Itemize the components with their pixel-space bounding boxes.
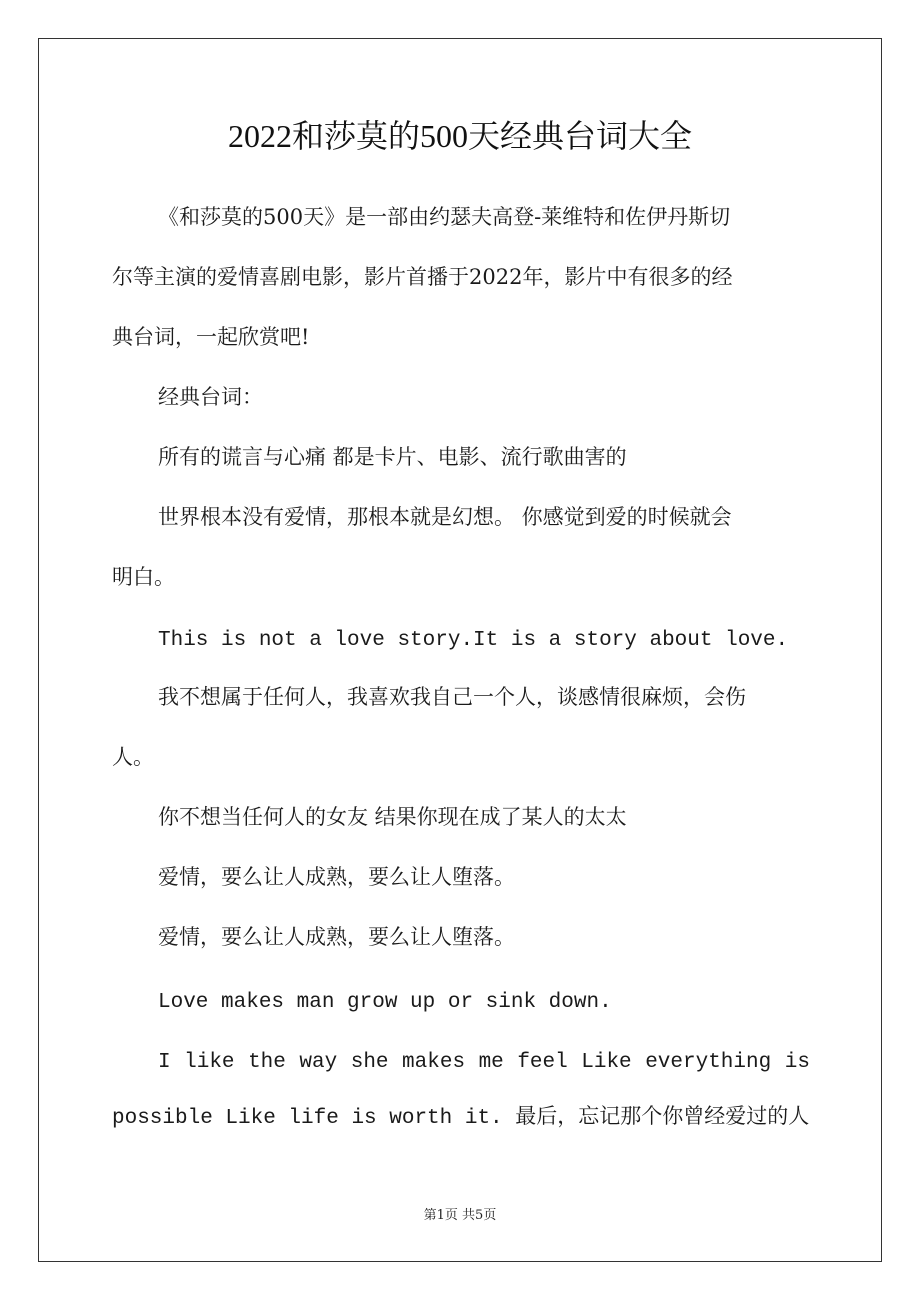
quote-line: 明白。 [112,565,175,589]
word: she [350,1051,389,1074]
quote-line: 爱情，要么让人成熟，要么让人堕落。 [158,925,515,949]
last-paragraph-line-1 [112,1048,810,1078]
quote-line: 人。 [112,745,154,769]
word: the [248,1051,286,1074]
intro-line-3: 典台词，一起欣赏吧! [112,325,310,349]
quote-line: 我不想属于任何人，我喜欢我自己一个人，谈感情很麻烦，会伤 [158,685,746,709]
intro-line-2: 尔等主演的爱情喜剧电影，影片首播于2022年，影片中有很多的经 [112,265,733,289]
quote-line: 所有的谎言与心痛 都是卡片、电影、流行歌曲害的 [158,445,627,469]
word: feel [517,1051,568,1074]
section-heading: 经典台词： [158,385,263,409]
quote-line-english: This is not a love story.It is a story about love. [158,629,789,652]
last-paragraph-line-2: possible Like life is worth it. 最后，忘记那个你曾经爱过的人 [112,1107,810,1130]
quote-line: 爱情，要么让人成熟，要么让人堕落。 [158,865,515,889]
document-title: 2022和莎莫的500天经典台词大全 [227,118,692,154]
quote-line-english: Love makes man grow up or sink down. [158,991,612,1014]
word: way [299,1051,338,1074]
intro-line-1: 《和莎莫的500天》是一部由约瑟夫高登-莱维特和佐伊丹斯切 [158,205,731,229]
word: like [184,1051,235,1074]
word: everything [645,1051,772,1074]
word: is [784,1051,810,1074]
page-number-footer: 第1页 共5页 [423,1208,497,1223]
word: me [478,1051,504,1074]
word: Like [581,1051,632,1074]
word: I [158,1051,171,1074]
quote-line: 世界根本没有爱情，那根本就是幻想。 你感觉到爱的时候就会 [158,505,732,529]
word: makes [402,1051,466,1074]
quote-line: 你不想当任何人的女友 结果你现在成了某人的太太 [158,805,627,829]
